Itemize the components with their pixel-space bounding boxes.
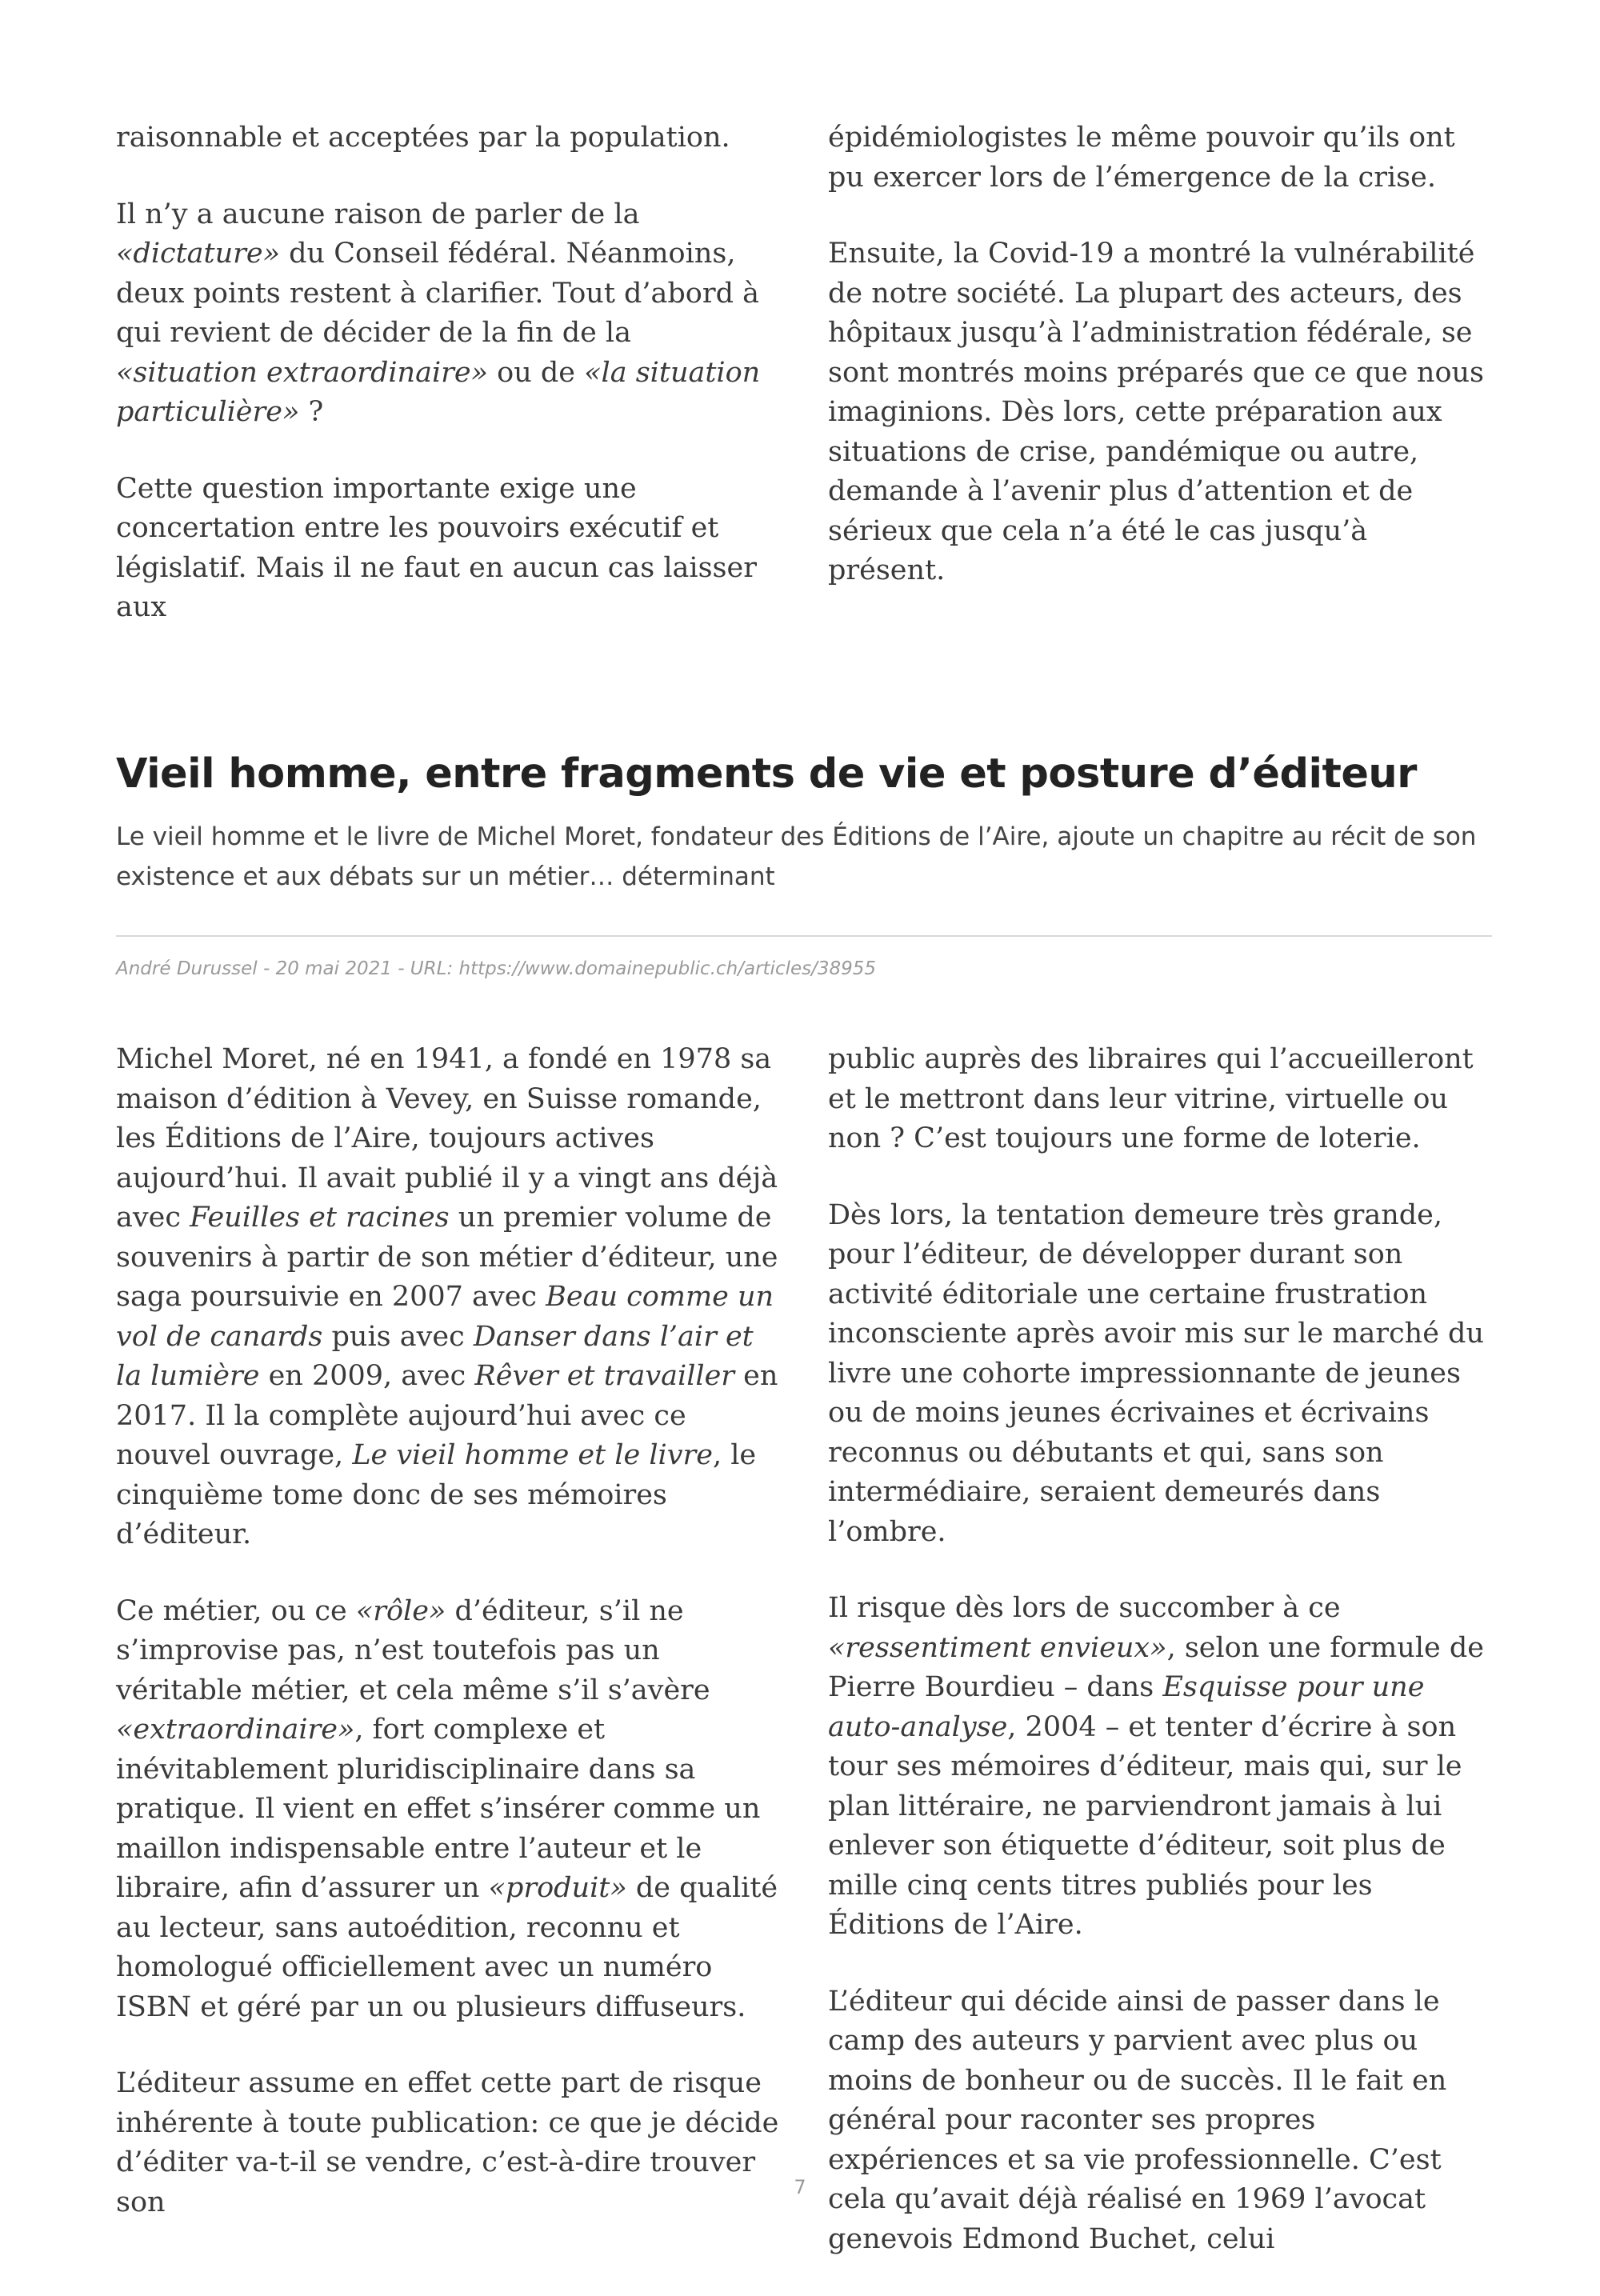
paragraph (116, 1040, 780, 1555)
paragraph (828, 1196, 1492, 1553)
text-run: Dès lors, la tentation demeure très grande, pour l’éditeur, de développer durant son activité éditoriale une certaine frustration inconsciente après avoir mis sur le marché du livre une cohorte impressionnante de jeunes ou de moins jeunes écrivaines et écrivains reconnus ou débutants et qui, sans son intermédiaire, seraient demeurés dans l’ombre. (828, 1198, 1485, 1548)
previous-article-columns (116, 118, 1492, 665)
article-columns (116, 1040, 1492, 2296)
paragraph (828, 118, 1492, 198)
italic-text: Le vieil homme et le livre (352, 1439, 713, 1471)
italic-text: Beau comme un vol de canards (116, 1281, 774, 1353)
text-run: en 2009, avec (259, 1360, 475, 1392)
italic-text: «dictature» (116, 238, 281, 270)
text-run: d’éditeur, s’il ne s’improvise pas, n’est toutefois pas un véritable métier, et cela même s’il s’avère (116, 1594, 710, 1706)
article-header (116, 748, 1492, 897)
text-run: un premier volume de souvenirs à partir de son métier d’éditeur, une saga poursuivie en 2007 avec (116, 1202, 778, 1313)
italic-text: «ressentiment envieux» (828, 1631, 1167, 1664)
italic-text: Feuilles et racines (190, 1202, 450, 1234)
text-run: Il n’y a aucune raison de parler de la (116, 198, 640, 230)
previous-article-right-column (828, 118, 1492, 665)
header-divider (116, 935, 1492, 937)
text-run: ou de (488, 356, 585, 389)
paragraph (828, 1982, 1492, 2260)
italic-text: «extraordinaire» (116, 1714, 355, 1746)
italic-text: Danser dans l’air et la lumière (116, 1320, 754, 1392)
paragraph (116, 195, 780, 433)
text-run: , selon une formule de Pierre Bourdieu – dans (828, 1631, 1484, 1703)
text-run: ? (299, 396, 324, 428)
paragraph (828, 234, 1492, 591)
italic-text: Rêver et travailler (474, 1360, 735, 1392)
text-run: Ce métier, ou ce (116, 1594, 356, 1627)
text-run: Cette question importante exige une concertation entre les pouvoirs exécutif et législatif. Mais il ne faut en aucun cas laisser aux (116, 472, 757, 623)
paragraph (116, 470, 780, 628)
article-right-column (828, 1040, 1492, 2296)
text-run: du Conseil fédéral. Néanmoins, deux points restent à clarifier. Tout d’abord à qui revient de décider de la fin de la (116, 238, 760, 349)
article-title: Vieil homme, entre fragments de vie et posture d’éditeur (116, 750, 1417, 798)
previous-article-left-column (116, 118, 780, 665)
text-run: épidémiologistes le même pouvoir qu’ils ont pu exercer lors de l’émergence de la crise. (828, 122, 1455, 194)
article-subtitle: Le vieil homme et le livre de Michel Moret, fondateur des Éditions de l’Aire, ajoute un chapitre au récit de son existence et aux débats sur un métier… déterminant (116, 822, 1477, 891)
text-run: L’éditeur qui décide ainsi de passer dans le camp des auteurs y parvient avec plus ou moins de bonheur ou de succès. Il le fait en général pour raconter ses propres expériences et sa vie professionnelle. C’est cela qu’avait déjà réalisé en 1969 l’avocat genevois Edmond Buchet, celui (828, 1985, 1447, 2255)
text-run: raisonnable et acceptées par la population. (116, 122, 730, 154)
text-run: public auprès des libraires qui l’accueilleront et le mettront dans leur vitrine, virtuelle ou non ? C’est toujours une forme de loterie. (828, 1043, 1474, 1154)
paragraph (828, 1589, 1492, 1946)
text-run: Michel Moret, né en 1941, a fondé en 1978 sa maison d’édition à Vevey, en Suisse romande, les Éditions de l’Aire, toujours actives aujourd’hui. Il avait publié il y a vingt ans déjà avec (116, 1043, 778, 1234)
text-run: en 2017. Il la complète aujourd’hui avec ce nouvel ouvrage, (116, 1360, 778, 1471)
text-run: , le cinquième tome donc de ses mémoires d’éditeur. (116, 1439, 757, 1550)
paragraph (116, 1592, 780, 2028)
paragraph (116, 118, 780, 158)
text-run: , fort complexe et inévitablement pluridisciplinaire dans sa pratique. Il vient en effet s’insérer comme un maillon indispensable entre l’auteur et le libraire, afin d’assurer un (116, 1714, 761, 1904)
text-run: Il risque dès lors de succomber à ce (828, 1592, 1341, 1624)
text-run: de qualité au lecteur, sans autoédition, reconnu et homologué officiellement avec un numéro ISBN et géré par un ou plusieurs diffuseurs. (116, 1872, 778, 2023)
text-run: puis avec (322, 1320, 474, 1353)
italic-text: «produit» (488, 1872, 627, 1904)
article-meta: André Durussel - 20 mai 2021 - URL: https://www.domainepublic.ch/articles/38955 (116, 958, 877, 979)
paragraph (116, 2064, 780, 2222)
italic-text: «rôle» (355, 1594, 446, 1627)
italic-text: «situation extraordinaire» (116, 356, 489, 389)
page-number: 7 (794, 2176, 806, 2198)
italic-text: Esquisse pour une auto-analyse (828, 1671, 1425, 1743)
text-run: L’éditeur assume en effet cette part de risque inhérente à toute publication: ce que je décide d’éditer va-t-il se vendre, c’est-à-dire trouver son (116, 2067, 779, 2218)
text-run: Ensuite, la Covid-19 a montré la vulnérabilité de notre société. La plupart des acteurs, des hôpitaux jusqu’à l’administration fédérale, se sont montrés moins préparés que ce que nous imaginions. Dès lors, cette préparation aux situations de crise, pandémique ou autre, demande à l’avenir plus d’attention et de sérieux que cela n’a été le cas jusqu’à présent. (828, 238, 1485, 586)
text-run: , 2004 – et tenter d’écrire à son tour ses mémoires d’éditeur, mais qui, sur le plan littéraire, ne parviendront jamais à lui enlever son étiquette d’éditeur, soit plus de mille cinq cents titres publiés pour les Éditions de l’Aire. (828, 1710, 1462, 1941)
italic-text: «la situation particulière» (116, 356, 761, 428)
article-left-column (116, 1040, 780, 2296)
paragraph (828, 1040, 1492, 1159)
